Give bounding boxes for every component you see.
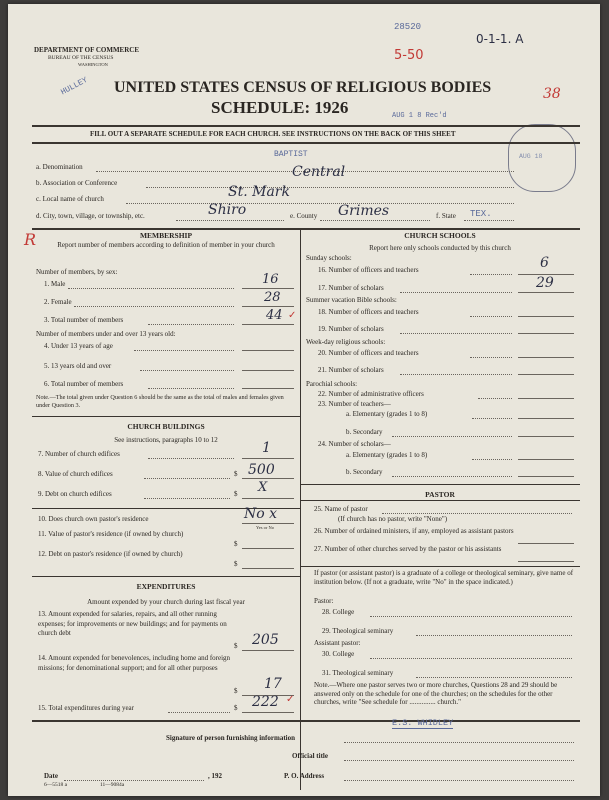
q14-label: 14. Amount expended for benevolences, including home and foreign missions; for denominational support; and for all other purposes [38, 654, 231, 672]
q13-value: 205 [252, 632, 279, 648]
q24b-label: b. Secondary [346, 468, 383, 476]
q27-label: 27. Number of other churches served by the pastor or his assistants [314, 545, 502, 553]
q23b-label: b. Secondary [346, 428, 383, 436]
q8-label: 8. Value of church edifices [38, 470, 113, 478]
q25-label: 25. Name of pastor [314, 505, 368, 513]
q31-field[interactable] [416, 677, 572, 678]
separate-schedule-instruction: FILL OUT A SEPARATE SCHEDULE FOR EACH CHURCH. SEE INSTRUCTIONS ON THE BACK OF THIS SHEET [90, 130, 456, 138]
red-note: 5-50 [394, 48, 424, 63]
census-schedule-page: DEPARTMENT OF COMMERCE BUREAU OF THE CENSUS WASHINGTON HULLEY UNITED STATES CENSUS OF RELIGIOUS BODIES SCHEDULE: 1926 28520 0-1-1. A 5-50 38 AUG 1 8 Rec'd AUG 18 FILL OUT A SEPARATE SCHEDULE FOR EACH CHURCH. SEE INSTRUCTIONS ON THE BACK OF THIS SHEET BAPTIST a. Denomination Central b. Association or Conference St. Mark c. Local name of church Shiro d. City, town, village, or township, etc. e. County Grimes f. State TEX. R MEMBERSHIP Report number of members according to definition of member in your church Number of members, by sex: 1. Male 16 2. Female 28 3. Total number of members 44 ✓ Number of members under and over 13 years old: 4. Under 13 years of age 5. 13 years old and over 6. Total number of members Note.—The total given under Question 6 should be the same as the total of males and females given under Question 3. CHURCH BUILDINGS See instructions, paragraphs 10 to 12 7. Number of church edifices 1 8. Value of church edifices $ 500 9. Debt on church edifices $ X 10. Does church own pastor's residence No x Yes or No 11. Value of pastor's residence (if owned by church) $ 12. Debt on pastor's residence (if owned by church) $ EXPENDITURES Amount expended by your church during last fiscal year 13. Amount expended for salaries, repairs, and all other running expenses; for improvements or new buildings; and for payments on church debt $ 205 14. Amount expended for benevolences, including home and foreign missions; for denominational support; and for all other purposes $ 17 15. Total expenditures during year $ 222 ✓ CHURCH SCHOOLS Report here only schools conducted by this church Sunday schools: 16. Number of officers and teachers 6 17. Number of scholars 29 Summer vacation Bible schools: 18. Number of officers and teachers 19. Number of scholars Week-day religious schools: 20. Number of officers and teachers 21. Number of scholars Parochial schools: 22. Number of administrative officers 23. Number of teachers— a. Elementary (grades 1 to 8) b. Secondary 24. Number of scholars— a. Elementary (grades 1 to 8) b. Secondary PASTOR 25. Name of pastor (If church has no pastor, write "None") 26. Number of ordained ministers, if any, employed as assistant pastors 27. Number of other churches served by the pastor or his assistants If pastor (or assistant pastor) is a graduate of a college or theological seminary, give name of institution below. (If not a graduate, write "No" in the space indicated.) Pastor: 28. College 29. Theological seminary Assistant pastor: 30. College 31. Theological seminary Note.—Where one pastor serves two or more churches, Questions 28 and 29 should be answered only on the schedule for one of the churches; on the schedules for the other churches, write "See schedule for ............... church." E.S. WHIDLEY Signature of person furnishing information Official title Date , 192 P. O. Address 6—5518 a 11—9084a [8, 4, 600, 796]
q20-label: 20. Number of officers and teachers [318, 349, 419, 357]
church-name-line[interactable] [126, 203, 514, 204]
header-rule-bottom [32, 142, 580, 144]
graduate-note: If pastor (or assistant pastor) is a graduate of a college or theological seminary, give name of institution below. (If not a graduate, write "No" in the space indicated.) [314, 569, 574, 586]
q8-field[interactable] [242, 478, 294, 479]
q5-label: 5. 13 years old and over [44, 362, 112, 370]
q10-value: No x [244, 506, 278, 522]
q17-value: 29 [536, 275, 554, 291]
pastor-subheading: Pastor: [314, 597, 334, 605]
q17-field[interactable] [518, 292, 574, 293]
q2-value: 28 [264, 290, 281, 305]
q17-label: 17. Number of scholars [318, 284, 384, 292]
q3-field[interactable] [242, 324, 294, 325]
section-rule-top [32, 228, 580, 230]
sunday-heading: Sunday schools: [306, 254, 352, 262]
column-divider [300, 228, 301, 790]
date-label: Date [44, 772, 58, 780]
q30-label: 30. College [322, 650, 355, 658]
q18-field[interactable] [518, 316, 574, 317]
received-stamp: AUG 1 8 Rec'd [392, 112, 447, 120]
q15-value: 222 [252, 694, 279, 710]
q22-field[interactable] [518, 398, 574, 399]
official-title-label: Official title [292, 752, 328, 760]
header-rule-top [32, 125, 580, 127]
q9-label: 9. Debt on church edifices [38, 490, 112, 498]
q19-field[interactable] [518, 333, 574, 334]
members-by-sex-heading: Number of members, by sex: [36, 268, 118, 276]
q22-label: 22. Number of administrative officers [318, 390, 424, 398]
q26-label: 26. Number of ordained ministers, if any, employed as assistant pastors [314, 527, 514, 535]
form-number: 6—5518 a [44, 782, 68, 788]
parochial-heading: Parochial schools: [306, 380, 358, 388]
state-line[interactable] [464, 220, 514, 221]
city-label: WASHINGTON [78, 62, 108, 67]
schools-subtitle: Report here only schools conducted by this church [369, 244, 511, 252]
q29-field[interactable] [416, 635, 572, 636]
schedule-title: SCHEDULE: 1926 [211, 98, 349, 117]
q24b-field[interactable] [518, 476, 574, 477]
q13-field[interactable] [242, 650, 294, 651]
q10-label: 10. Does church own pastor's residence [38, 515, 149, 523]
q28-field[interactable] [370, 616, 572, 617]
date-field[interactable] [64, 780, 204, 781]
q19-label: 19. Number of scholars [318, 325, 384, 333]
q11-label: 11. Value of pastor's residence (if owned by church) [38, 530, 184, 538]
buildings-subtitle: See instructions, paragraphs 10 to 12 [114, 436, 218, 444]
q3-value: 44 [266, 308, 283, 323]
summer-heading: Summer vacation Bible schools: [306, 296, 397, 304]
q21-label: 21. Number of scholars [318, 366, 384, 374]
form-number-2: 11—9084a [100, 782, 125, 788]
q1-value: 16 [262, 272, 279, 287]
q23a-field[interactable] [518, 418, 574, 419]
q1-label: 1. Male [44, 280, 66, 288]
q7-field[interactable] [242, 458, 294, 459]
q7-label: 7. Number of church edifices [38, 450, 120, 458]
q11-field[interactable] [242, 548, 294, 549]
q8-value: 500 [248, 462, 275, 478]
pastor-note: Note.—Where one pastor serves two or more churches, Questions 28 and 29 should be answered only on the schedule for one of the churches; on the schedules for the other churches, write "See schedule for ............... church." [314, 681, 558, 706]
buildings-title: CHURCH BUILDINGS [127, 422, 205, 431]
q13-label: 13. Amount expended for salaries, repairs, and all other running expenses; for improvements or new buildings; and for payments on church debt [38, 610, 227, 637]
serial-number: 28520 [394, 22, 422, 32]
state-label: f. State [436, 212, 456, 220]
denomination-label: a. Denomination [36, 163, 83, 171]
q10-field[interactable] [242, 523, 294, 524]
po-address-field[interactable] [344, 780, 574, 781]
denomination-stamp: BAPTIST [274, 150, 308, 159]
received-seal [508, 124, 576, 192]
official-title-field[interactable] [344, 760, 574, 761]
q15-field[interactable] [242, 712, 294, 713]
q7-value: 1 [262, 440, 271, 456]
q18-label: 18. Number of officers and teachers [318, 308, 419, 316]
q23b-field[interactable] [518, 436, 574, 437]
county-label: e. County [290, 212, 318, 220]
q6-field[interactable] [242, 388, 294, 389]
bureau-label: BUREAU OF THE CENSUS [48, 55, 114, 61]
assistant-subheading: Assistant pastor: [314, 639, 361, 647]
classification-code: 0-1-1. A [476, 32, 524, 46]
church-name-label: c. Local name of church [36, 195, 104, 203]
q27-field[interactable] [518, 561, 574, 562]
q26-field[interactable] [518, 543, 574, 544]
q20-field[interactable] [518, 357, 574, 358]
q25-field[interactable] [382, 513, 572, 514]
q1-field[interactable] [242, 288, 294, 289]
q2-label: 2. Female [44, 298, 72, 306]
association-line[interactable] [146, 187, 514, 188]
q3-label: 3. Total number of members [44, 316, 124, 324]
signature-label: Signature of person furnishing information [166, 734, 295, 742]
county-line[interactable] [320, 220, 430, 221]
membership-note: Note.—The total given under Question 6 should be the same as the total of males and females given under Question 3. [36, 394, 284, 409]
q31-label: 31. Theological seminary [322, 669, 394, 677]
expenditures-subtitle: Amount expended by your church during last fiscal year [87, 598, 245, 606]
red-margin-mark: R [24, 230, 37, 249]
association-label: b. Association or Conference [36, 179, 118, 187]
age-heading: Number of members under and over 13 years old: [36, 330, 176, 338]
po-address-label: P. O. Address [284, 772, 325, 780]
q2-field[interactable] [242, 306, 294, 307]
pastor-title: PASTOR [425, 490, 455, 499]
expenditures-title: EXPENDITURES [136, 582, 196, 591]
association-value: Central [292, 164, 346, 180]
q30-field[interactable] [370, 658, 572, 659]
q25-note: (If church has no pastor, write "None") [338, 515, 448, 523]
department-label: DEPARTMENT OF COMMERCE [34, 46, 140, 54]
state-value: TEX. [470, 209, 492, 219]
q9-value: X [258, 480, 268, 495]
q24-label: 24. Number of scholars— [318, 440, 391, 448]
hulley-stamp: HULLEY [59, 75, 90, 98]
county-value: Grimes [338, 203, 390, 219]
q4-field[interactable] [242, 350, 294, 351]
q23a-label: a. Elementary (grades 1 to 8) [346, 410, 428, 418]
form-title: UNITED STATES CENSUS OF RELIGIOUS BODIES [114, 79, 492, 96]
seal-text: AUG 18 [519, 153, 543, 160]
signature-field[interactable] [344, 742, 574, 743]
q14-value: 17 [264, 676, 282, 692]
q16-label: 16. Number of officers and teachers [318, 266, 419, 274]
schools-title: CHURCH SCHOOLS [404, 231, 476, 240]
church-name-value: St. Mark [228, 184, 290, 200]
q16-value: 6 [540, 255, 549, 271]
q12-field[interactable] [242, 568, 294, 569]
q4-label: 4. Under 13 years of age [44, 342, 113, 350]
q3-check-mark: ✓ [288, 310, 297, 321]
q6-label: 6. Total number of members [44, 380, 124, 388]
q9-field[interactable] [242, 498, 294, 499]
q24a-field[interactable] [518, 459, 574, 460]
city-line[interactable] [176, 220, 284, 221]
membership-subtitle: Report number of members according to definition of member in your church [57, 241, 275, 249]
q28-label: 28. College [322, 608, 355, 616]
yes-no-hint: Yes or No [256, 525, 275, 530]
membership-title: MEMBERSHIP [139, 231, 193, 240]
q15-check-mark: ✓ [286, 694, 295, 705]
weekday-heading: Week-day religious schools: [306, 338, 386, 346]
q24a-label: a. Elementary (grades 1 to 8) [346, 451, 428, 459]
city-label: d. City, town, village, or township, etc. [36, 212, 145, 220]
q5-field[interactable] [242, 370, 294, 371]
city-value: Shiro [208, 202, 247, 218]
q12-label: 12. Debt on pastor's residence (if owned by church) [38, 550, 183, 558]
signature-stamp: E.S. WHIDLEY [392, 718, 454, 728]
q29-label: 29. Theological seminary [322, 627, 394, 635]
q21-field[interactable] [518, 374, 574, 375]
red-number: 38 [543, 86, 561, 102]
q23-label: 23. Number of teachers— [318, 400, 391, 408]
q15-label: 15. Total expenditures during year [38, 704, 134, 712]
year-suffix: , 192 [208, 772, 222, 780]
